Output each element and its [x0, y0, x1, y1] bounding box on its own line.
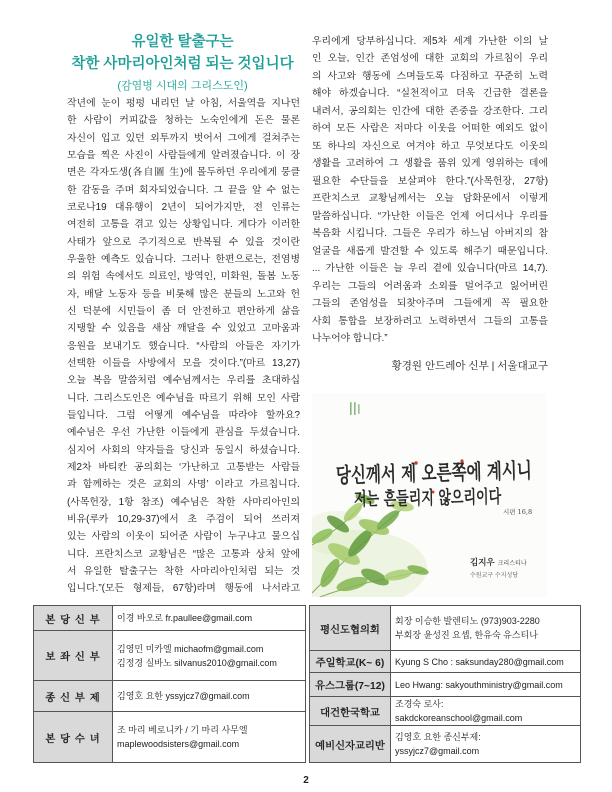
- contact-line: 부회장 윤성진 요셉, 한유숙 유스티나: [395, 630, 538, 640]
- artist-parish: 수원교구 수지성당: [470, 573, 519, 579]
- body-text-line: 생활을 고려하여 그 생활을 품위 있게 영위하는 데에: [312, 158, 548, 170]
- contact-line: 조경숙 로사:: [395, 699, 444, 709]
- body-text-line: 자신이 입고 있던 외투까지 벗어서 그에게 걸쳐주는: [67, 132, 300, 144]
- row-label: 유스그룹(7~12): [310, 673, 391, 697]
- row-value: [113, 606, 306, 631]
- table-row: [34, 631, 306, 681]
- body-text-line: 코로나19 대유행이 2년이 되어가지만, 전 인류는: [67, 201, 300, 213]
- article-header: [65, 31, 300, 97]
- row-label: 대건한국학교: [310, 697, 391, 726]
- row-value: [391, 651, 581, 673]
- body-text-line: 필요한 수단들을 보살펴야 한다.”(사목헌장, 27항): [312, 175, 548, 187]
- body-text-line: 비유(루카 10,29-37)에서 초 주검이 되어 쓰러져: [67, 513, 300, 525]
- body-text-line: 니다. 그리스도인은 예수님을 따르기 위해 모인 사람: [67, 392, 300, 404]
- body-text-line: 사회 통합을 보장하려고 노력하면서 그들의 고통을: [312, 315, 548, 327]
- table-row: [310, 673, 581, 697]
- body-text-line: 의 위험 속에서도 의료인, 방역인, 미화원, 돌봄 노동: [67, 271, 300, 283]
- body-text-line: 니다. 프란치스코 교황님은 “많은 고통과 상처 앞에: [67, 548, 300, 560]
- article-title-line: 유일한 탈출구는: [131, 34, 234, 50]
- article-author: 황경원 안드레아 신부 | 서울대교구: [391, 360, 548, 372]
- article-column-right: [312, 33, 548, 347]
- table-row: [34, 606, 306, 631]
- body-text-line: 있는 사람의 이웃이 되어준 사람이 누구냐고 물으십: [67, 531, 300, 543]
- calligraphy-line: 저는 흔들리지 않으리이다: [353, 487, 502, 511]
- artist-credit: [470, 555, 527, 570]
- contact-line: 조 마리 베로니카 / 기 마리 사무엘: [117, 725, 248, 735]
- contact-line: 김영민 미카엘 michaofm@gmail.com: [117, 643, 264, 654]
- row-label: 주일학교(K~ 6): [310, 651, 391, 673]
- clergy-contact-table: [33, 605, 306, 763]
- body-text-line: 말씀하십니다. “가난한 이들은 언제 어디서나 우리를: [312, 210, 548, 222]
- verse-reference: 시편 16,8: [503, 508, 533, 516]
- lay-ministry-contact-table: [309, 605, 581, 763]
- contact-line: 김영호 요한 종신부제:: [395, 732, 481, 742]
- row-value: [391, 697, 581, 726]
- body-text-line: 신 덕분에 시민들이 좀 더 안전하고 편안하게 삶을: [67, 305, 300, 317]
- row-label: 보 좌 신 부: [34, 631, 113, 681]
- body-text-line: 그들의 존엄성을 되찾아주며 그들에게 꼭 필요한: [312, 298, 548, 310]
- body-text-line: 얼굴을 새롭게 발견할 수 있도록 해주기 때문입니다.: [312, 245, 548, 257]
- body-text-line: 응원을 보내기도 했습니다. “사람의 아들은 자기가: [67, 340, 300, 352]
- stamp-mark: [350, 402, 360, 415]
- contact-line: maplewoodsisters@gmail.com: [117, 739, 240, 749]
- row-value: [391, 726, 581, 763]
- body-text-line: 예수님은 우선 가난한 이들에게 관심을 두셨습니다.: [67, 427, 300, 439]
- row-label: 종 신 부 제: [34, 681, 113, 712]
- body-text-line: 우리에게 당부하십니다. 제5차 세계 가난한 이의 날: [312, 36, 548, 47]
- table-row: [34, 712, 306, 763]
- body-text-line: 모습을 찍은 사진이 사람들에게 알려졌습니다. 이 장: [67, 149, 300, 161]
- body-text-line: 제2차 바티칸 공의회는 ‘가난하고 고통받는 사람들: [67, 461, 300, 473]
- body-text-line: 나누어야 합니다.”: [312, 332, 388, 344]
- body-text-line: 여전히 고통을 겪고 있는 상황입니다. 게다가 이러한: [67, 219, 300, 231]
- contact-line: 이경 바오로 fr.paullee@gmail.com: [117, 613, 253, 623]
- body-text-line: 인 오늘, 인간 존엄성에 대한 교회의 가르침이 우리: [312, 53, 548, 65]
- body-text-line: ... 가난한 이들은 늘 우리 곁에 있습니다(마르 14,7).: [312, 263, 548, 275]
- article-title-line: 착한 사마리아인처럼 되는 것입니다: [71, 56, 294, 72]
- calligraphy-line: 당신께서 제 오른쪽에 계시니: [335, 457, 533, 489]
- body-text-line: 심지어 사회의 약자들을 당신과 동일시 하셨습니다.: [67, 444, 300, 456]
- artist-baptismal-name: 크리스티나: [497, 561, 527, 567]
- row-label: 평신도협의회: [310, 606, 391, 651]
- body-text-line: (사목헌장, 1항 참조) 예수님은 착한 사마리아인의: [67, 496, 300, 508]
- article-column-left: [67, 95, 300, 598]
- contact-line: 김정경 실바노 silvanus2010@gmail.com: [117, 657, 277, 668]
- row-value: [113, 631, 306, 681]
- table-row: [310, 697, 581, 726]
- row-value: [113, 712, 306, 763]
- contact-line: yssyjcz7@gmail.com: [395, 746, 480, 756]
- body-text-line: 과 함께하는 것은 교회의 사명’ 이라고 가르칩니다.: [67, 479, 300, 491]
- body-text-line: 또 하나의 자신으로 여겨야 하고 무엇보다도 이웃의: [312, 140, 548, 152]
- table-row: [310, 606, 581, 651]
- body-text-line: 면은 각자도생(各自圖 生)에 몰두하던 우리에게 뭉클: [67, 167, 300, 179]
- table-row: [310, 726, 581, 763]
- body-text-line: 사태가 앞으로 주기적으로 반복될 수 있을 것이란: [67, 236, 300, 248]
- body-text-line: 작년에 눈이 펑펑 내리던 날 아침, 서울역을 지나던: [67, 98, 300, 109]
- body-text-line: 선택한 이들을 사방에서 모을 것이다.”(마르 13,27): [67, 357, 300, 369]
- calligraphy-artwork: [312, 393, 547, 597]
- body-text-line: 하여 모든 사람은 저마다 이웃을 어떠한 예외도 없이: [312, 123, 548, 135]
- contact-line: 김영호 요한 yssyjcz7@gmail.com: [117, 691, 250, 701]
- row-label: 본 당 수 녀: [34, 712, 113, 763]
- body-text-line: 프란치스코 교황님께서는 오늘 담화문에서 이렇게: [312, 193, 548, 205]
- body-text-line: 우리는 그들의 어려움과 소외를 덜어주고 잃어버린: [312, 280, 548, 292]
- body-text-line: 입니다.”(모든 형제들, 67항)라며 행동에 나서라고: [67, 583, 300, 595]
- body-text-line: 들입니다. 그럼 어떻게 예수님을 따라야 할까요?: [67, 409, 300, 421]
- body-text-line: 의 사고와 행동에 스며들도록 다짐하고 꾸준히 노력: [312, 70, 548, 82]
- contact-line: 회장 이승한 발렌티노 (973)903-2280: [395, 616, 540, 626]
- body-text-line: 지탱할 수 있음을 새삼 깨달을 수 있었고 고마움과: [67, 323, 300, 335]
- body-text-line: 내려서, 공의회는 인간에 대한 존중을 강조한다. 그리: [312, 105, 548, 117]
- body-text-line: 복음화 시킵니다. 그들은 우리가 하느님 아버지의 참: [312, 228, 548, 240]
- row-value: [113, 681, 306, 712]
- contact-line: sakdckoreanschool@gmail.com: [395, 713, 523, 723]
- body-text-line: 한 감동을 주며 회자되었습니다. 그 끝을 알 수 없는: [67, 184, 300, 196]
- row-label: 본 당 신 부: [34, 606, 113, 631]
- contact-line: Kyung S Cho : saksunday280@gmail.com: [395, 656, 564, 667]
- table-row: [34, 681, 306, 712]
- row-value: [391, 673, 581, 697]
- table-row: [310, 651, 581, 673]
- body-text-line: 우울한 예측도 있습니다. 그러나 한편으로는, 전염병: [67, 253, 300, 265]
- row-value: [391, 606, 581, 651]
- body-text-line: 오늘 복음 말씀처럼 예수님께서는 우리를 초대하십: [67, 375, 300, 387]
- body-text-line: 서 유일한 탈출구는 착한 사마리아인처럼 되는 것: [67, 565, 300, 577]
- artist-name: 김지우: [470, 557, 495, 567]
- row-label: 예비신자교리반: [310, 726, 391, 763]
- contact-line: Leo Hwang: sakyouthministry@gmail.com: [395, 679, 563, 690]
- body-text-line: 자, 배달 노동자 등을 비롯해 많은 분들의 노고와 헌: [67, 288, 300, 300]
- article-subtitle: (감염병 시대의 그리스도인): [117, 80, 248, 92]
- body-text-line: 해야 하겠습니다. “실천적이고 더욱 긴급한 결론을: [312, 88, 548, 100]
- body-text-line: 한 사람이 커피값을 청하는 노숙인에게 돈은 물론: [67, 115, 300, 127]
- page-number: 2: [303, 775, 309, 786]
